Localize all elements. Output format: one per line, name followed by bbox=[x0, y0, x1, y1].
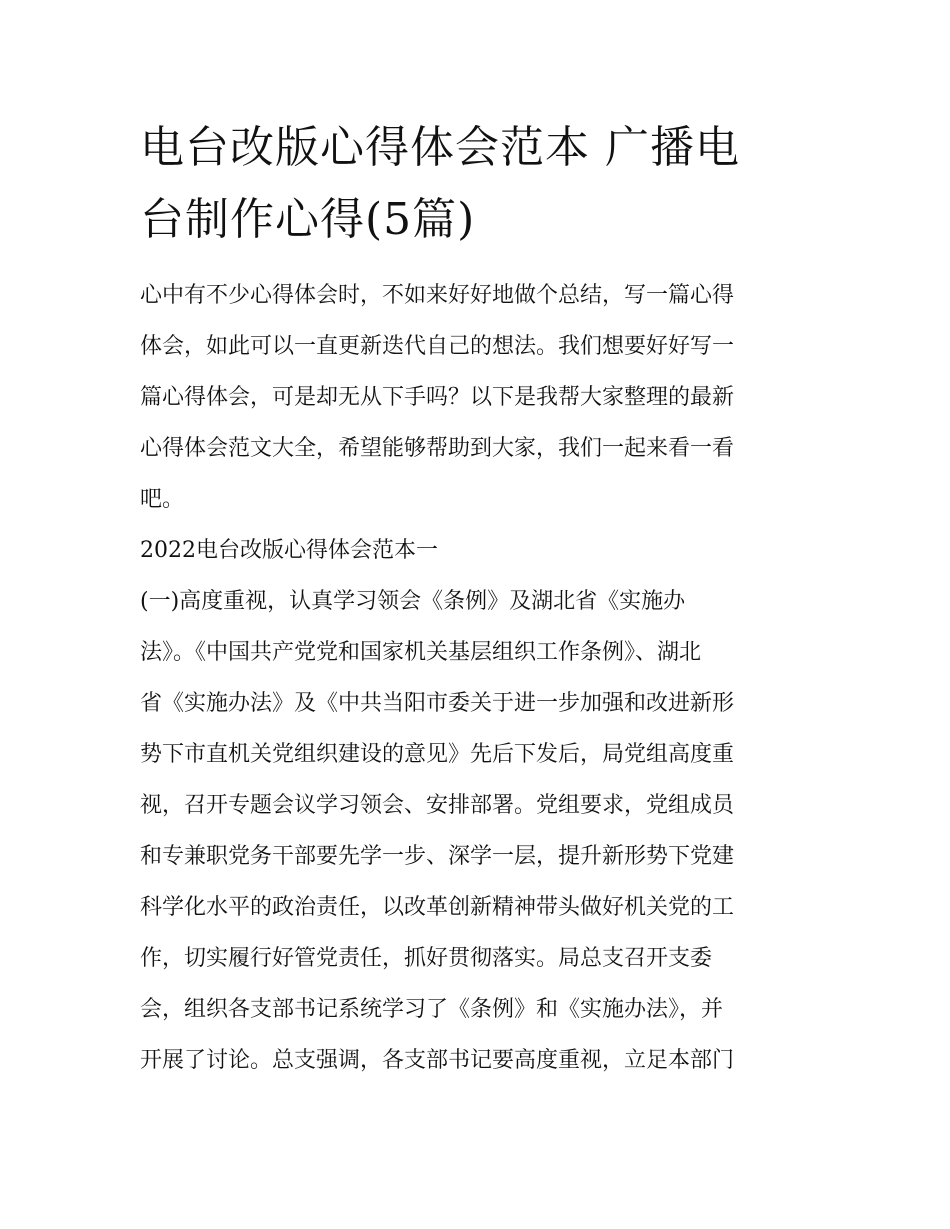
text-line: 吧。 bbox=[140, 487, 185, 512]
section-paragraph bbox=[140, 576, 812, 1086]
document-title bbox=[140, 0, 812, 256]
text-line: 篇心得体会，可是却无从下手吗？以下是我帮大家整理的最新 bbox=[140, 385, 735, 410]
text-line: 省《实施办法》及《中共当阳市委关于进一步加强和改进新形 bbox=[140, 691, 735, 716]
section-heading-text: 2022电台改版心得体会范本一 bbox=[140, 538, 438, 563]
document-body bbox=[140, 270, 812, 1086]
text-line: 心中有不少心得体会时，不如来好好地做个总结，写一篇心得 bbox=[140, 283, 735, 308]
text-line: 体会，如此可以一直更新迭代自己的想法。我们想要好好写一 bbox=[140, 334, 735, 359]
text-line: 视，召开专题会议学习领会、安排部署。党组要求，党组成员 bbox=[140, 793, 735, 818]
title-line: 电台改版心得体会范本 广播电 bbox=[140, 122, 740, 173]
text-line: 法》。《中国共产党党和国家机关基层组织工作条例》、湖北 bbox=[140, 640, 702, 665]
document-page bbox=[140, 0, 812, 1086]
text-line: 会，组织各支部书记系统学习了《条例》和《实施办法》，并 bbox=[140, 997, 724, 1022]
text-line: 开展了讨论。总支强调，各支部书记要高度重视，立足本部门 bbox=[140, 1048, 735, 1073]
text-line: 心得体会范文大全，希望能够帮助到大家，我们一起来看一看 bbox=[140, 436, 735, 461]
text-line: 科学化水平的政治责任，以改革创新精神带头做好机关党的工 bbox=[140, 895, 735, 920]
text-line: 作，切实履行好管党责任，抓好贯彻落实。局总支召开支委 bbox=[140, 946, 713, 971]
text-line: (一)高度重视，认真学习领会《条例》及湖北省《实施办 bbox=[140, 589, 686, 614]
intro-paragraph bbox=[140, 270, 812, 525]
text-line: 势下市直机关党组织建设的意见》先后下发后，局党组高度重 bbox=[140, 742, 735, 767]
section-heading bbox=[140, 525, 812, 576]
text-line: 和专兼职党务干部要先学一步、深学一层，提升新形势下党建 bbox=[140, 844, 735, 869]
title-line: 台制作心得(5篇) bbox=[140, 194, 476, 245]
